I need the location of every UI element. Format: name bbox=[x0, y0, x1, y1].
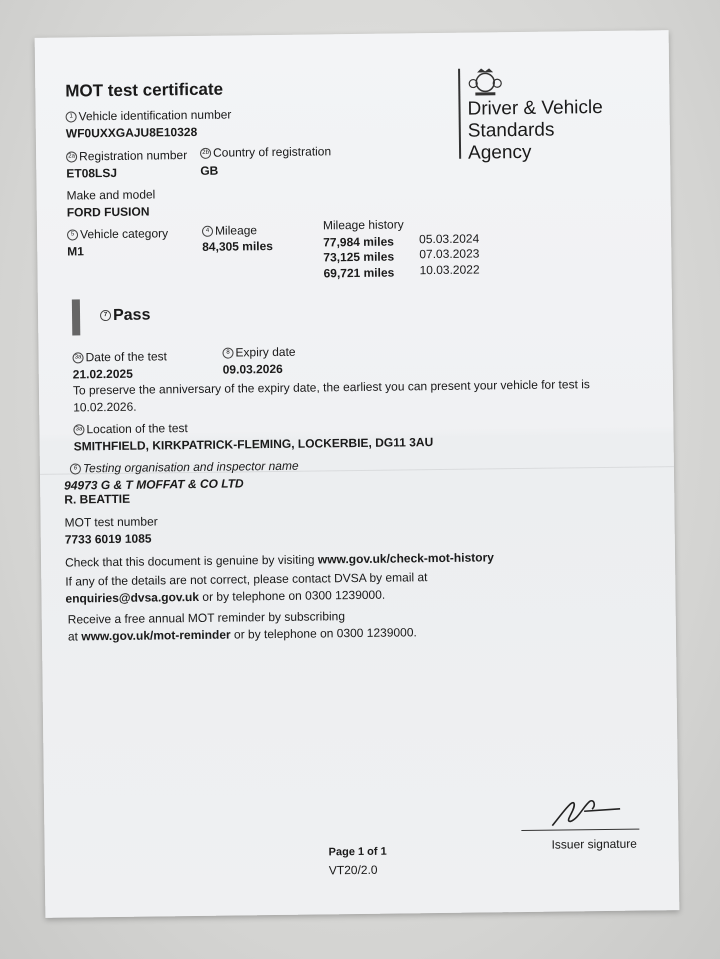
location-label: 3a Location of the test bbox=[73, 421, 188, 436]
page-title: MOT test certificate bbox=[65, 79, 224, 101]
mot-certificate bbox=[35, 30, 680, 918]
mileage-history-miles: 69,721 miles bbox=[323, 265, 395, 281]
mileage-history-date: 10.03.2022 bbox=[419, 262, 480, 278]
registration-label: 2a Registration number bbox=[66, 148, 187, 163]
reminder-note: Receive a free annual MOT reminder by subscribing bbox=[67, 609, 346, 627]
make-model-label: Make and model bbox=[66, 187, 156, 203]
organisation-label: 6 Testing organisation and inspector name bbox=[70, 459, 299, 476]
location-value: SMITHFIELD, KIRKPATRICK-FLEMING, LOCKERBIE, DG11 3AU bbox=[73, 435, 434, 454]
result-bar bbox=[72, 299, 80, 335]
form-code: VT20/2.0 bbox=[328, 862, 378, 878]
agency-divider bbox=[458, 69, 461, 159]
dvsa-email-link[interactable]: enquiries@dvsa.gov.uk bbox=[65, 589, 200, 606]
test-number-label: MOT test number bbox=[64, 514, 158, 530]
reminder-details: at www.gov.uk/mot-reminder or by telephone on 0300 1239000. bbox=[67, 625, 417, 644]
genuine-check-note: Check that this document is genuine by visiting www.gov.uk/check-mot-history bbox=[64, 550, 494, 570]
category-value: M1 bbox=[67, 244, 85, 259]
mileage-history-date: 05.03.2024 bbox=[419, 231, 480, 247]
agency-line-2: Standards bbox=[467, 119, 555, 142]
mileage-value: 84,305 miles bbox=[202, 239, 274, 254]
vin-value: WF0UXXGAJU8E10328 bbox=[65, 124, 198, 141]
field-number-icon: 8 bbox=[222, 348, 233, 359]
field-number-icon: 3a bbox=[72, 353, 83, 364]
field-number-icon: 6 bbox=[70, 464, 81, 475]
country-label: 2b Country of registration bbox=[200, 144, 331, 160]
mileage-label: 4 Mileage bbox=[202, 223, 257, 238]
mot-reminder-link[interactable]: www.gov.uk/mot-reminder bbox=[81, 627, 231, 644]
agency-name bbox=[467, 97, 638, 165]
inspector-value: R. BEATTIE bbox=[64, 491, 131, 507]
field-number-icon: 7 bbox=[100, 310, 111, 321]
anniversary-note: To preserve the anniversary of the expiry date, the earliest you can present your vehicle for test is bbox=[72, 377, 590, 398]
make-model-value: FORD FUSION bbox=[66, 204, 150, 220]
category-label: 5 Vehicle category bbox=[67, 226, 168, 241]
expiry-date-value: 09.03.2026 bbox=[222, 361, 283, 377]
agency-line-3: Agency bbox=[467, 141, 532, 164]
contact-details: enquiries@dvsa.gov.uk or by telephone on 0300 1239000. bbox=[65, 587, 386, 606]
field-number-icon: 3a bbox=[73, 425, 84, 436]
test-number-value: 7733 6019 1085 bbox=[64, 531, 152, 547]
field-number-icon: 2b bbox=[200, 148, 211, 159]
result-status: 7 Pass bbox=[100, 307, 151, 326]
agency-line-1: Driver & Vehicle bbox=[467, 96, 603, 120]
signature-icon bbox=[544, 791, 624, 832]
mileage-history-label: Mileage history bbox=[322, 217, 404, 233]
page-number: Page 1 of 1 bbox=[328, 845, 387, 859]
field-number-icon: 4 bbox=[202, 226, 213, 237]
country-value: GB bbox=[200, 163, 219, 178]
field-number-icon: 2a bbox=[66, 152, 77, 163]
test-date-label: 3a Date of the test bbox=[72, 349, 167, 364]
anniversary-date: 10.02.2026. bbox=[73, 399, 137, 415]
test-date-value: 21.02.2025 bbox=[72, 366, 133, 382]
royal-crest-icon bbox=[467, 66, 503, 96]
check-mot-link[interactable]: www.gov.uk/check-mot-history bbox=[317, 550, 494, 567]
mileage-history-miles: 73,125 miles bbox=[323, 249, 395, 265]
vin-label: 1 Vehicle identification number bbox=[66, 108, 232, 124]
mileage-history-miles: 77,984 miles bbox=[323, 234, 394, 250]
registration-value: ET08LSJ bbox=[66, 165, 118, 181]
mileage-history-date: 07.03.2023 bbox=[419, 246, 480, 262]
expiry-date-label: 8 Expiry date bbox=[222, 345, 295, 360]
field-number-icon: 5 bbox=[67, 230, 78, 241]
signature-label: Issuer signature bbox=[551, 836, 638, 852]
field-number-icon: 1 bbox=[66, 112, 77, 123]
organisation-value: 94973 G & T MOFFAT & CO LTD bbox=[64, 476, 244, 493]
contact-note: If any of the details are not correct, please contact DVSA by email at bbox=[65, 570, 428, 589]
